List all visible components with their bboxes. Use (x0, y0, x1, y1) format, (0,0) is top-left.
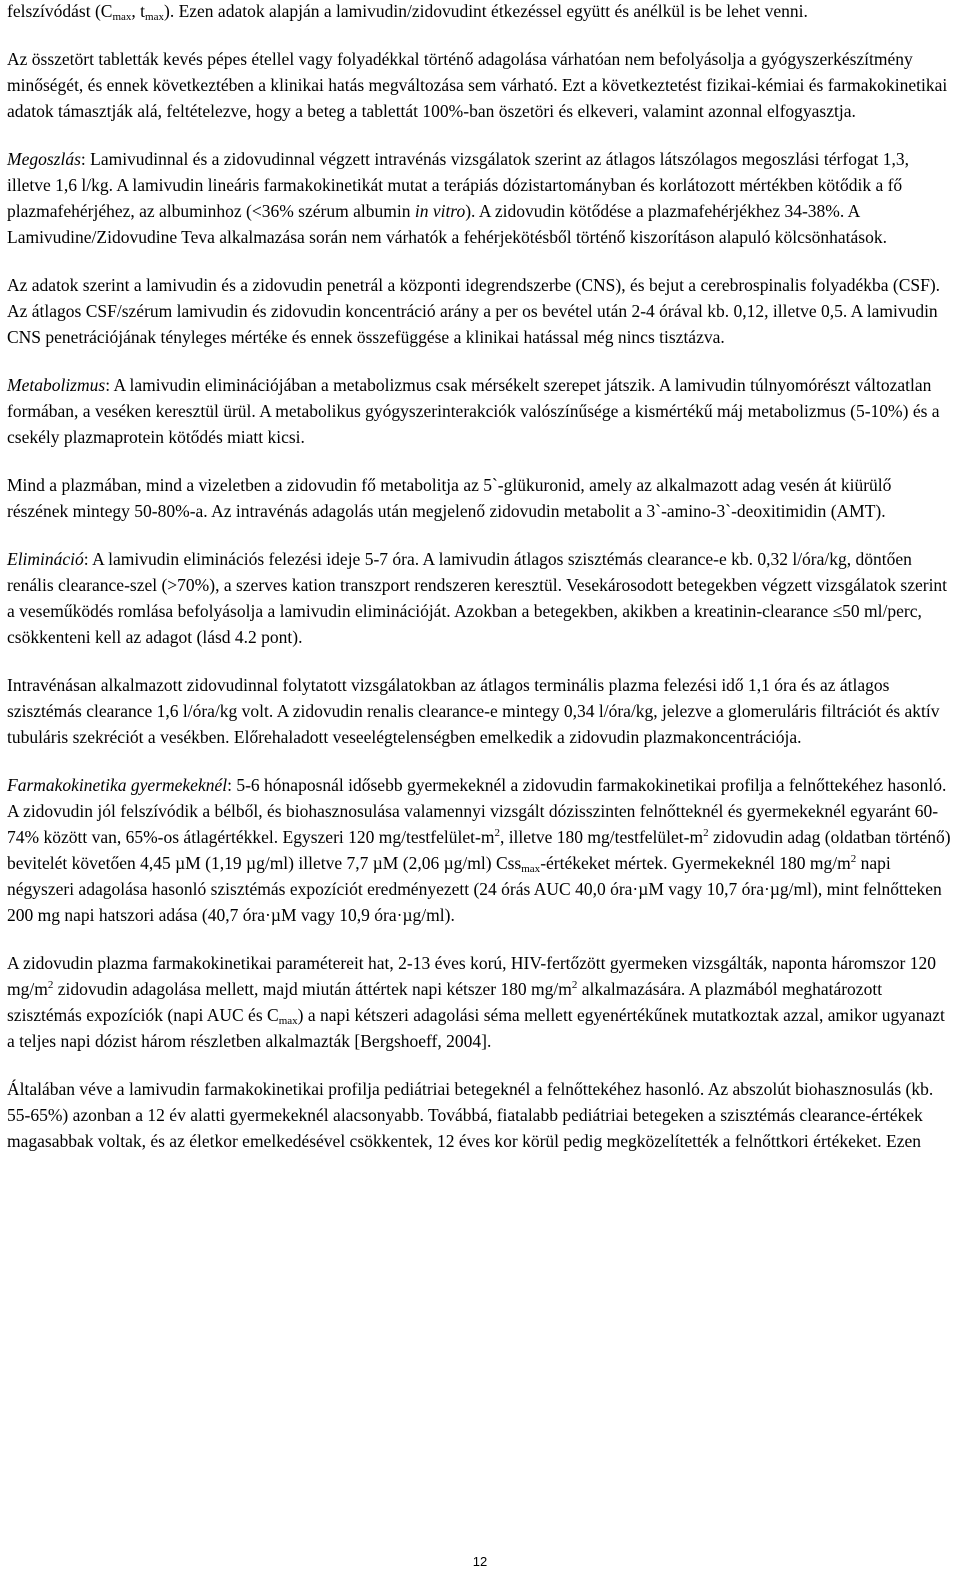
text-segment: , t (131, 1, 146, 21)
section-label-distribution: Megoszlás (7, 149, 81, 169)
text-segment: -értékeket mértek. Gyermekeknél 180 mg/m (540, 853, 851, 873)
paragraph-elimination (7, 546, 951, 650)
text-segment: zidovudin adagolása mellett, majd miután áttértek napi kétszer 180 mg/m (53, 979, 572, 999)
subscript-max: max (145, 11, 164, 23)
italic-in-vitro: in vitro (414, 201, 466, 221)
paragraph-crushed-tablets: Az összetört tabletták kevés pépes étellel vagy folyadékkal történő adagolása várhatóan nem befolyásolja a gyógyszerkészítmény minőségét, és ennek következtében a klinikai hatás megváltozása sem várható. Ezt a következtetést fizikai-kémiai és farmakokinetikai adatok támasztják alá, feltételezve, hogy a beteg a tablettát 100%-ban öszetöri és elkeveri, valamint azonnal elfogyasztja. (7, 49, 948, 121)
text-segment: felszívódást (C (7, 1, 113, 21)
text-segment: A zidovudin plazma farmakokinetikai paramétereit hat, 2-13 éves korú, HIV-fertőzött gyermeken vizsgálták, naponta háromszor 120 mg/m (7, 953, 936, 999)
text-segment: : Lamivudinnal és a zidovudinnal végzett intravénás vizsgálatok szerint az átlagos látszólagos megoszlási térfogat 1,3, illetve 1,6 l/kg. A lamivudin lineáris farmakokinetikát mutat a terápiás dózistartományban és korlátozott mértékben kötődik a fő plazmafehérjéhez, az albuminhoz (<36% szérum albumin (7, 149, 909, 221)
superscript: 2 (571, 979, 578, 991)
paragraph-pediatric-study (7, 950, 951, 1054)
section-label-metabolism: Metabolizmus (7, 375, 106, 395)
superscript: 2 (850, 853, 857, 865)
text-segment: alkalmazására. A plazmából meghatározott szisztémás expozíciók (napi AUC és C (7, 979, 883, 1025)
paragraph-pediatric-pk (7, 772, 951, 928)
text-segment: , illetve 180 mg/testfelület-m (499, 827, 704, 847)
section-label-elimination: Elimináció (7, 549, 84, 569)
subscript-max: max (278, 1015, 298, 1027)
text-segment: ). A zidovudin kötődése a plazmafehérjékhez 34-38%. A Lamivudine/Zidovudine Teva alkalmazása során nem várhatók a fehérjekötésből történő kiszorításon alapuló kölcsönhatások. (7, 201, 887, 247)
page-number: 12 (472, 1554, 488, 1569)
text-segment: : A lamivudin eliminációjában a metabolizmus csak mérsékelt szerepet játszik. A lamivudin túlnyomórészt változatlan formában, a veséken keresztül ürül. A metabolikus gyógyszerinterakciók valószínűsége a kismértékű máj metabolizmus (5-10%) és a csekély plazmaprotein kötődés miatt kicsi. (7, 375, 940, 447)
text-segment: zidovudin adag (oldatban történő) bevitelét követően 4,45 µM (1,19 µg/ml) illetve 7,7 µM (2,06 µg/ml) Css (7, 827, 951, 873)
subscript-max: max (521, 863, 541, 875)
document-page (7, 0, 951, 1176)
text-segment: ). Ezen adatok alapján a lamivudin/zidovudint étkezéssel együtt és anélkül is be lehet venni. (164, 1, 808, 21)
section-label-pediatric: Farmakokinetika gyermekeknél (7, 775, 228, 795)
text-segment: : 5-6 hónaposnál idősebb gyermekeknél a zidovudin farmakokinetikai profilja a felnőttekéhez hasonló. A zidovudin jól felszívódik a bélből, és biohasznosulása valamennyi vizsgált dózisszinten felnőtteknél és gyermekeknél egyaránt 60-74% között van, 65%-os átlagértékkel. Egyszeri 120 mg/testfelület-m (7, 775, 947, 847)
text-segment: : A lamivudin eliminációs felezési ideje 5-7 óra. A lamivudin átlagos szisztémás clearance-e kb. 0,32 l/óra/kg, döntően renális clearance-szel (>70%), a szerves kation transzport rendszeren keresztül. Vesekárosodott betegekben végzett vizsgálatok szerint a veseműködés romlása befolyásolja a lamivudin eliminációját. Azokban a betegekben, akikben a kreatinin-clearance ≤50 ml/perc, csökkenteni kell az adagot (lásd 4.2 pont). (7, 549, 948, 647)
paragraph-absorption-end (7, 0, 951, 24)
subscript-max: max (112, 11, 132, 23)
paragraph-glucuronide: Mind a plazmában, mind a vizeletben a zidovudin fő metabolitja az 5`-glükuronid, amely az alkalmazott adag vesén át kiürülő részének mintegy 50-80%-a. Az intravénás adagolás után megjelenő zidovudin metabolit a 3`-amino-3`-deoxitimidin (AMT). (7, 475, 892, 521)
paragraph-lamivudine-pediatric: Általában véve a lamivudin farmakokinetikai profilja pediátriai betegeknél a felnőttekéhez hasonló. Az abszolút biohasznosulás (kb. 55-65%) azonban a 12 év alatti gyermekeknél alacsonyabb. Továbbá, fiatalabb pediátriai betegeken a szisztémás clearance-értékek magasabbak voltak, és az életkor emelkedésével csökkentek, 12 éves kor körül pedig megközelítették a felnőttkori értékeket. Ezen (7, 1079, 934, 1151)
superscript: 2 (703, 827, 709, 839)
superscript: 2 (494, 827, 500, 839)
paragraph-distribution (7, 146, 951, 250)
paragraph-zidovudine-iv: Intravénásan alkalmazott zidovudinnal folytatott vizsgálatokban az átlagos terminális plazma felezési idő 1,1 óra és az átlagos szisztémás clearance 1,6 l/óra/kg volt. A zidovudin renalis clearance-e mintegy 0,34 l/óra/kg, jelezve a glomeruláris filtrációt és aktív tubuláris szekréciót a vesékben. Előrehaladott veseelégtelenségben emelkedik a zidovudin plazmakoncentrációja. (7, 675, 940, 747)
superscript: 2 (47, 979, 54, 991)
paragraph-metabolism (7, 372, 951, 450)
paragraph-cns-penetration: Az adatok szerint a lamivudin és a zidovudin penetrál a központi idegrendszerbe (CNS), és bejut a cerebrospinalis folyadékba (CSF). Az átlagos CSF/szérum lamivudin és zidovudin koncentráció arány a per os bevétel után 2-4 órával kb. 0,12, illetve 0,5. A lamivudin CNS penetrációjának tényleges mértéke és ennek összefüggése a klinikai hatással még nincs tisztázva. (7, 275, 941, 347)
text-segment: napi négyszeri adagolása hasonló szisztémás expozíciót eredményezett (24 órás AUC 40,0 óra·µM vagy 10,7 óra·µg/ml), mint felnőtteken 200 mg napi hatszori adása (40,7 óra·µM vagy 10,9 óra·µg/ml). (7, 853, 942, 925)
text-segment: ) a napi kétszeri adagolási séma mellett egyenértékűnek mutatkoztak azzal, amikor ugyanazt a teljes napi dózist három részletben alkalmazták [Bergshoeff, 2004]. (7, 1005, 945, 1051)
